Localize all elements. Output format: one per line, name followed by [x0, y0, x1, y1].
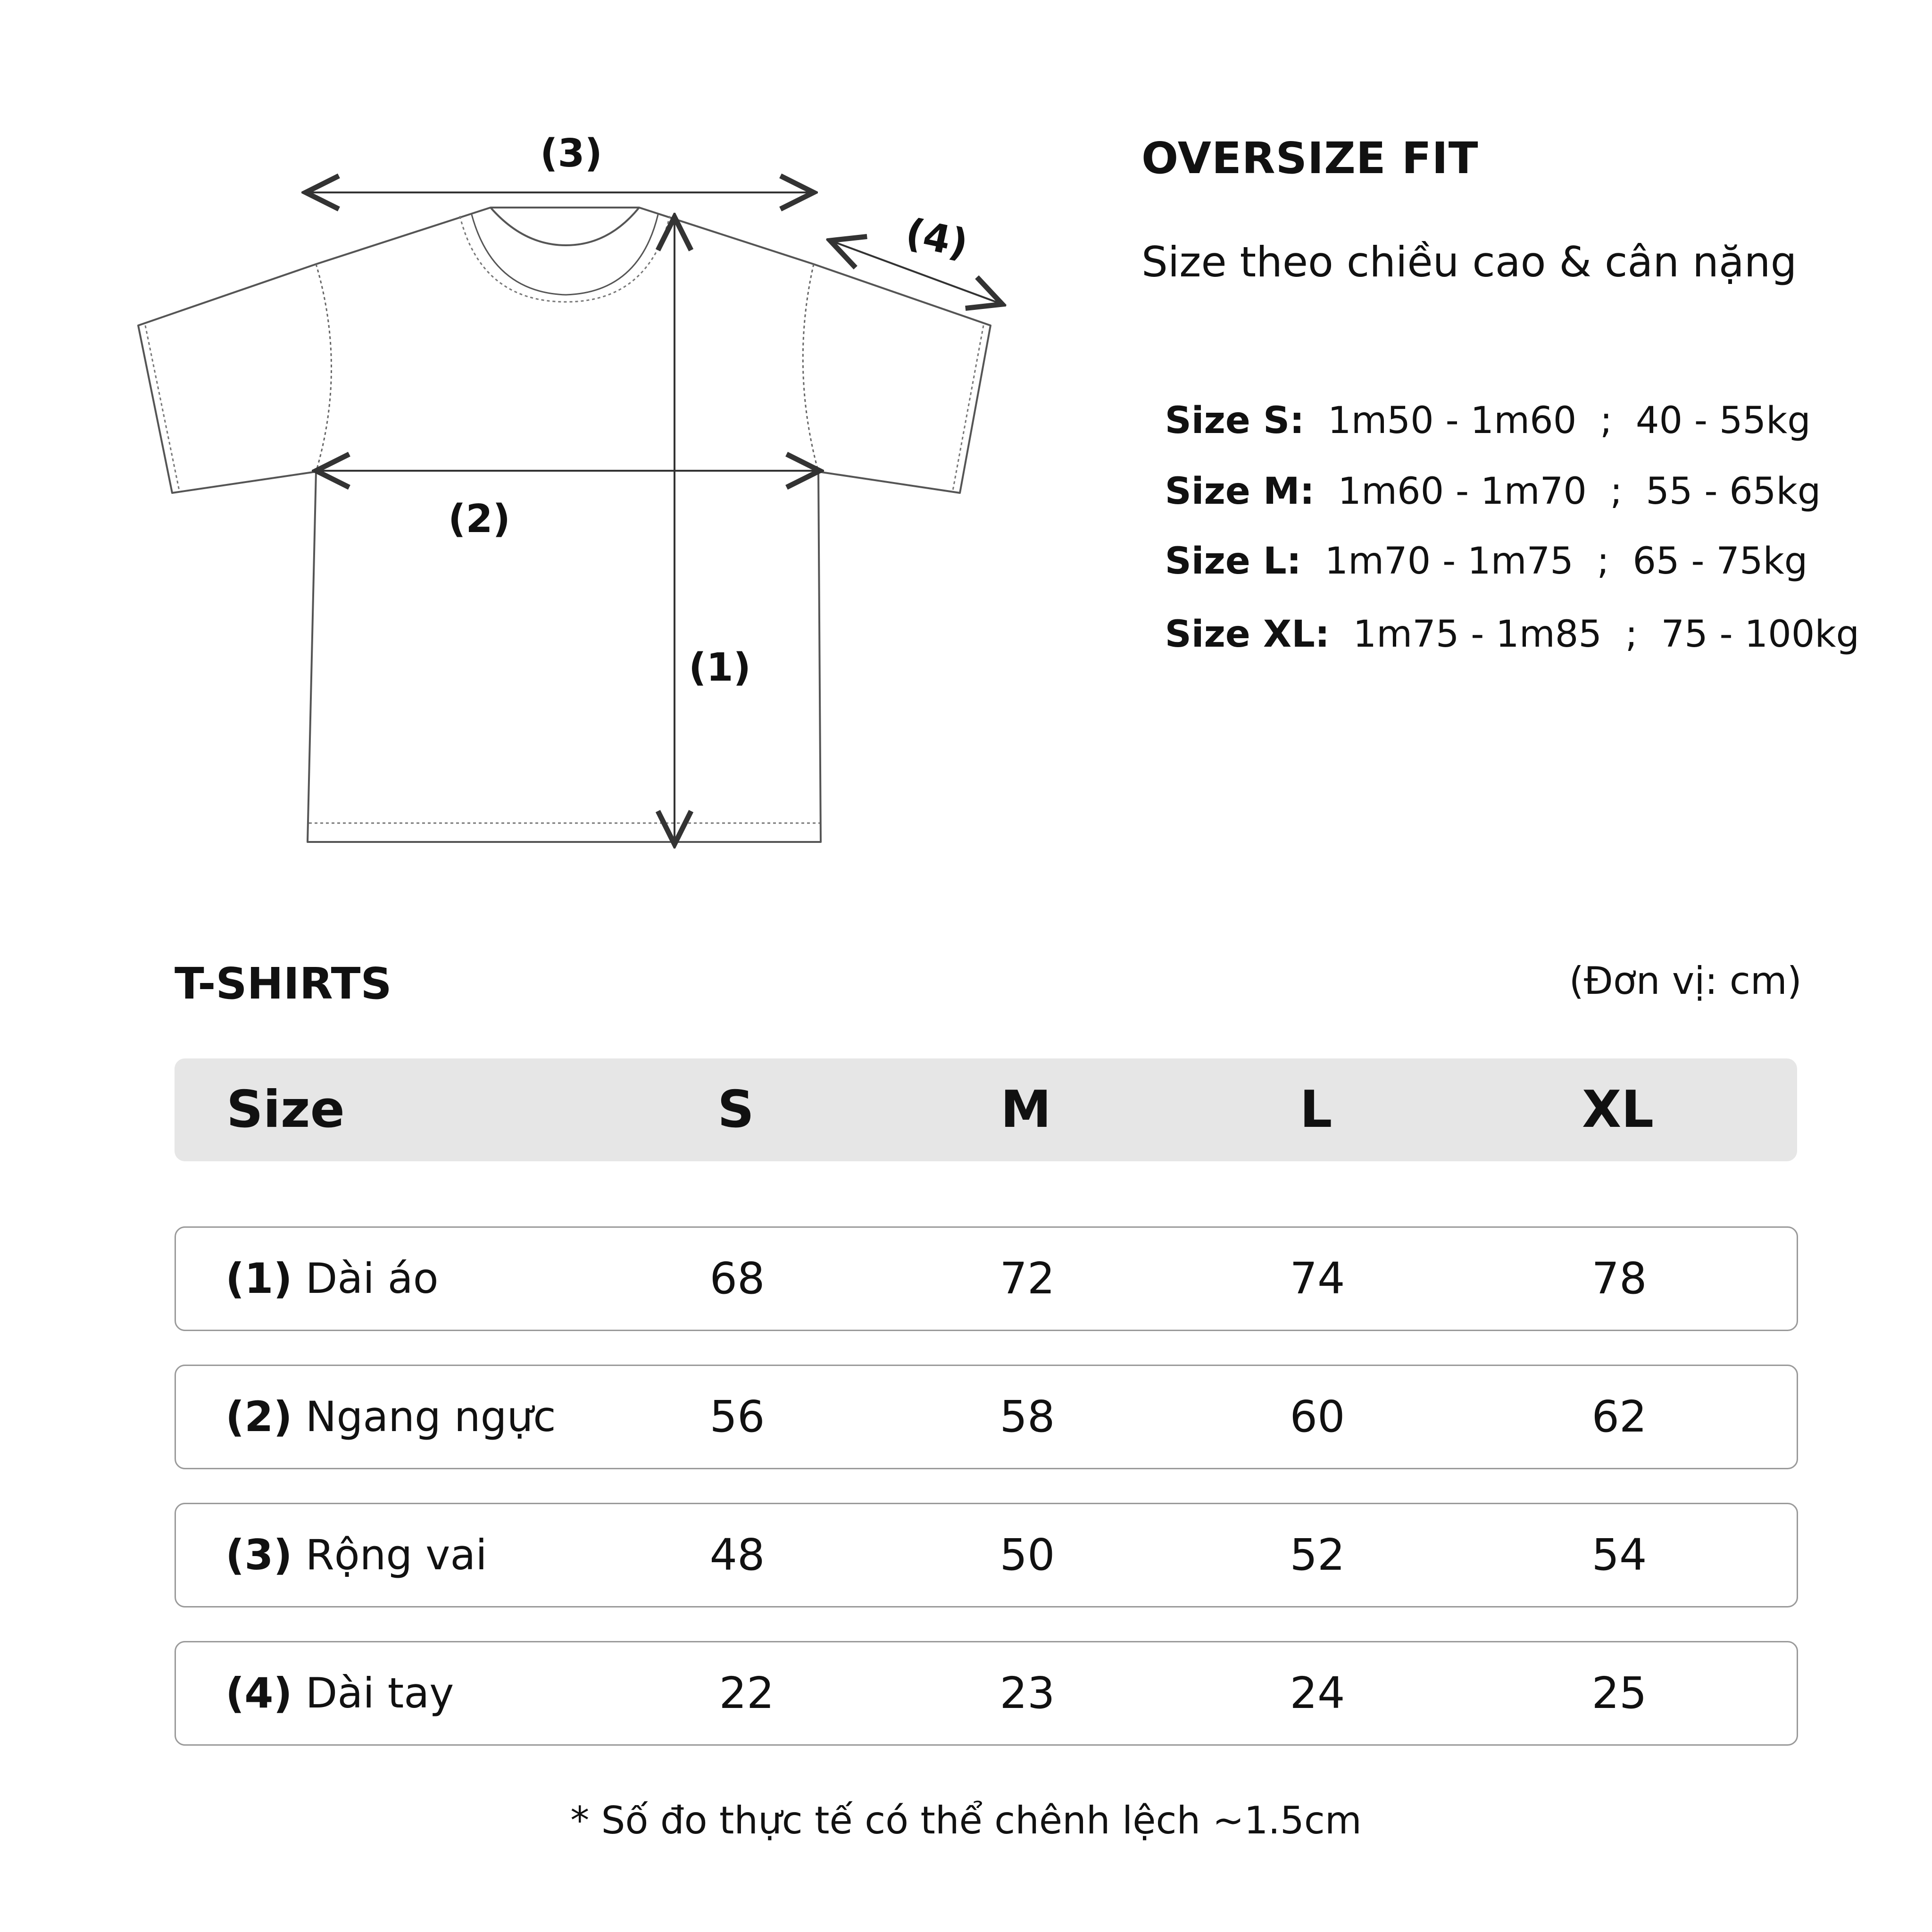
size-guide-weight: 65 - 75kg [1632, 540, 1808, 583]
label-shoulder: (3) [540, 131, 603, 176]
row-name: Rộng vai [305, 1531, 487, 1579]
table-title: T-SHIRTS [175, 958, 392, 1009]
cell-s: 48 [709, 1530, 765, 1580]
shirt-collar [491, 208, 639, 245]
row-number: (4) [225, 1669, 292, 1717]
size-guide-l: Size L: 1m70 - 1m75 ; 65 - 75kg [1165, 540, 1808, 583]
table-row [175, 1503, 1798, 1607]
cell-m: 23 [999, 1668, 1055, 1718]
cell-m: 50 [999, 1530, 1055, 1580]
size-guide-label: Size XL: [1165, 613, 1330, 656]
row-label [225, 1228, 439, 1330]
size-guide-xl: Size XL: 1m75 - 1m85 ; 75 - 100kg [1165, 613, 1860, 656]
size-guide-weight: 40 - 55kg [1635, 400, 1811, 442]
size-guide-height: 1m70 - 1m75 [1324, 540, 1574, 583]
cell-xl: 25 [1591, 1668, 1647, 1718]
cell-m: 72 [999, 1253, 1055, 1304]
cell-l: 52 [1290, 1530, 1345, 1580]
size-guide-label: Size L: [1165, 540, 1301, 583]
size-guide-s: Size S: 1m50 - 1m60 ; 40 - 55kg [1165, 400, 1811, 442]
size-guide-weight: 75 - 100kg [1661, 613, 1860, 656]
tshirt-diagram [0, 0, 1085, 896]
cell-l: 24 [1290, 1668, 1345, 1718]
header-l: L [1299, 1080, 1332, 1139]
row-number: (2) [225, 1392, 292, 1441]
row-number: (1) [225, 1254, 292, 1303]
table-row [175, 1365, 1798, 1469]
header-m: M [1000, 1080, 1051, 1139]
size-guide-height: 1m50 - 1m60 [1327, 400, 1577, 442]
table-row [175, 1641, 1798, 1746]
cell-xl: 54 [1591, 1530, 1647, 1580]
cell-l: 74 [1290, 1253, 1345, 1304]
cell-s: 68 [709, 1253, 765, 1304]
row-label [225, 1504, 487, 1606]
unit-label: (Đơn vị: cm) [1569, 959, 1802, 1003]
disclaimer-note: * Số đo thực tế có thể chênh lệch ~1.5cm [570, 1799, 1362, 1842]
row-name: Dài áo [305, 1254, 439, 1303]
size-guide-weight: 55 - 65kg [1646, 470, 1821, 513]
size-guide-height: 1m75 - 1m85 [1353, 613, 1602, 656]
table-row [175, 1226, 1798, 1331]
label-length: (1) [689, 645, 751, 690]
cell-l: 60 [1290, 1391, 1345, 1442]
row-name: Dài tay [305, 1669, 454, 1717]
size-guide-height: 1m60 - 1m70 [1338, 470, 1587, 513]
header-s: S [717, 1080, 754, 1139]
cell-m: 58 [999, 1391, 1055, 1442]
cell-xl: 62 [1591, 1391, 1647, 1442]
size-guide-label: Size M: [1165, 470, 1315, 513]
fit-title: OVERSIZE FIT [1141, 133, 1479, 183]
table-header [175, 1058, 1797, 1161]
size-guide-m: Size M: 1m60 - 1m70 ; 55 - 65kg [1165, 470, 1821, 513]
label-sleeve: (4) [901, 210, 972, 267]
fit-subtitle: Size theo chiều cao & cân nặng [1141, 238, 1797, 286]
row-number: (3) [225, 1531, 292, 1579]
header-size: Size [226, 1080, 345, 1139]
row-label [225, 1366, 556, 1468]
header-xl: XL [1582, 1080, 1654, 1139]
cell-s: 22 [719, 1668, 774, 1718]
fit-info [1141, 133, 1896, 286]
row-label [225, 1642, 454, 1744]
row-name: Ngang ngực [305, 1392, 556, 1441]
label-chest: (2) [448, 497, 511, 541]
shirt-body-outline [138, 208, 991, 842]
cell-s: 56 [709, 1391, 765, 1442]
cell-xl: 78 [1591, 1253, 1647, 1304]
size-guide-label: Size S: [1165, 400, 1305, 442]
